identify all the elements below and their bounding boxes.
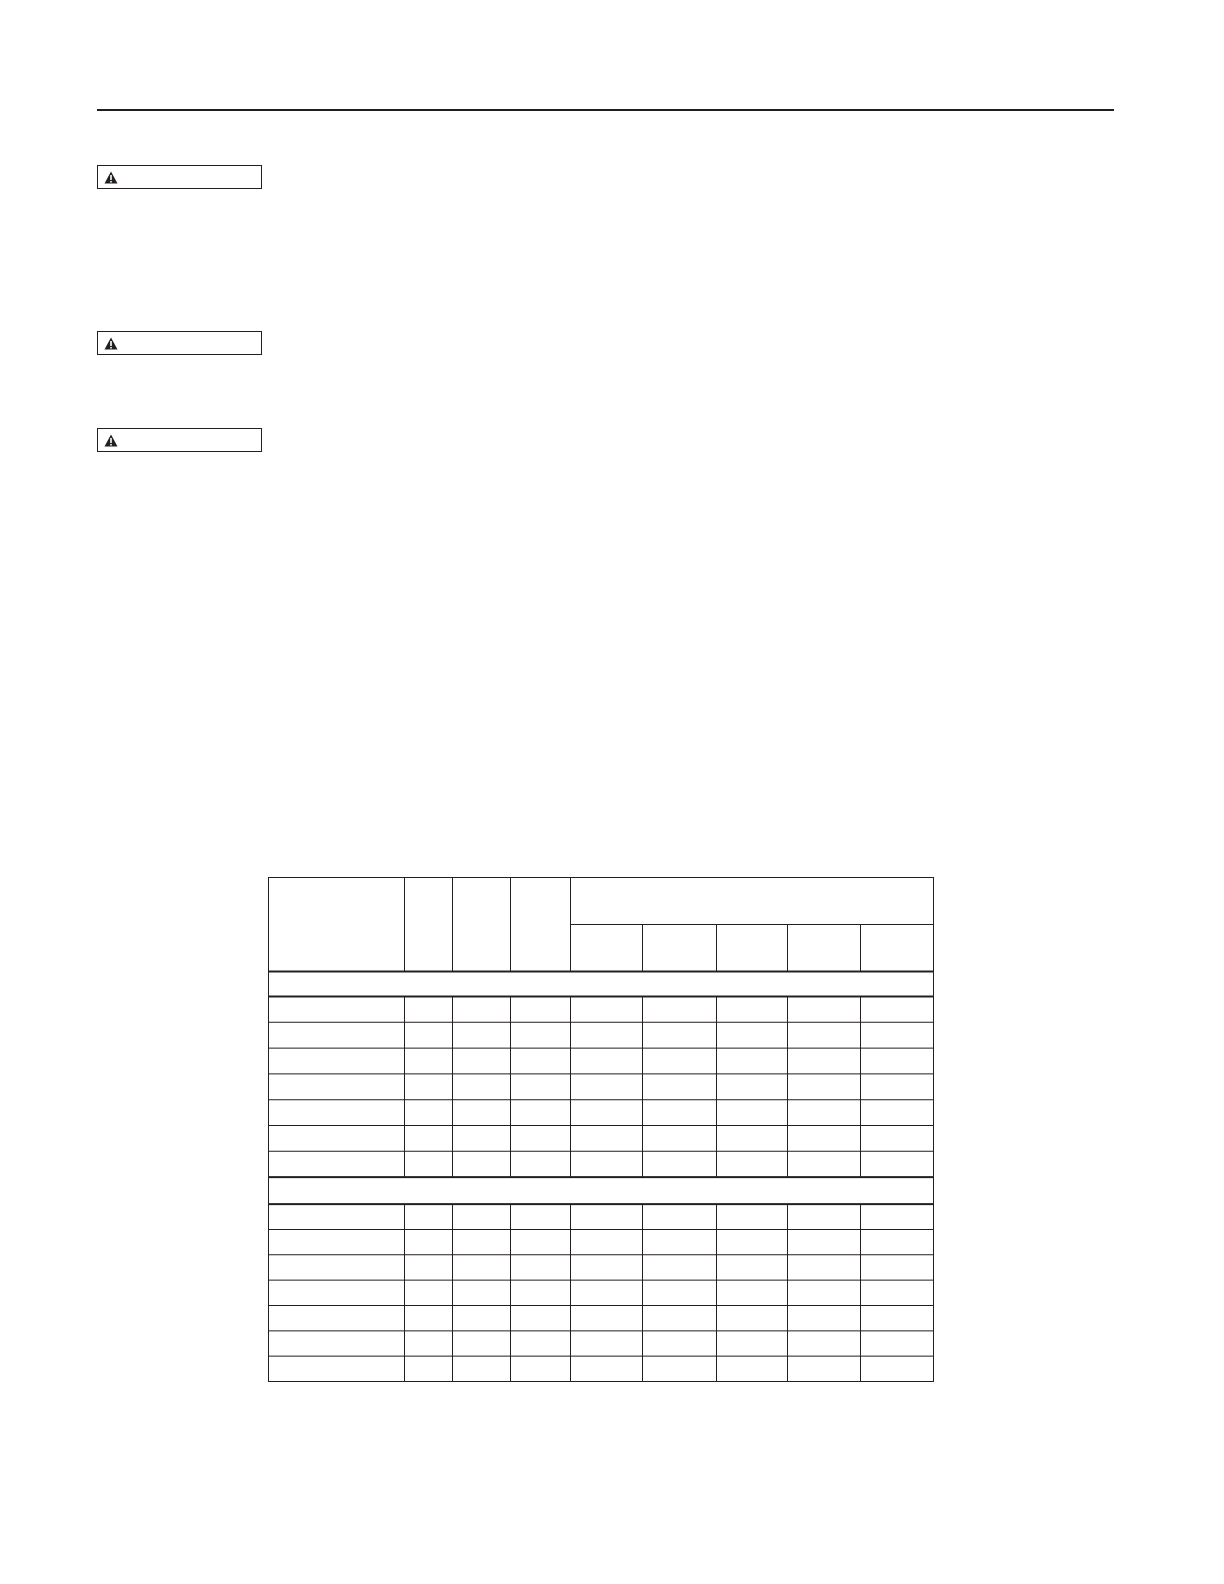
table-cell [860,1330,933,1355]
table-cell [510,1125,570,1151]
table-cell [404,1330,452,1355]
table-cell [642,1073,716,1099]
table-cell [787,1204,860,1229]
table-cell [642,1125,716,1151]
table-cell [716,1229,787,1254]
sub-header [570,924,642,971]
table-cell [787,1048,860,1074]
warning-triangle-icon [104,434,118,447]
table-cell [642,1330,716,1355]
table-cell [269,1125,404,1151]
table-cell [860,1073,933,1099]
table-cell [404,1151,452,1177]
table-cell [510,1099,570,1125]
table-cell [269,1151,404,1177]
column-header [510,878,570,971]
table-cell [787,1280,860,1305]
table-cell [860,1151,933,1177]
table-cell [404,1280,452,1305]
table-cell [269,1305,404,1330]
sub-header [860,924,933,971]
table-cell [642,1151,716,1177]
table-cell [787,1254,860,1279]
table-cell [570,1330,642,1355]
table-cell [860,1022,933,1048]
table-cell [570,1099,642,1125]
table-cell [716,1048,787,1074]
table-cell [787,1125,860,1151]
table-cell [860,1356,933,1381]
table-cell [642,1254,716,1279]
table-cell [404,1204,452,1229]
table-cell [510,1254,570,1279]
table-cell [269,1022,404,1048]
header-rule [97,109,1114,111]
table-cell [570,1151,642,1177]
table-cell [716,1305,787,1330]
sub-header [716,924,787,971]
table-cell [860,1305,933,1330]
table-cell [716,1073,787,1099]
table-cell [404,1305,452,1330]
warning-box [97,165,262,189]
table-cell [860,1125,933,1151]
table-cell [404,996,452,1022]
table-cell [642,1305,716,1330]
table-cell [452,1022,510,1048]
warning-box [97,428,262,452]
table-cell [570,1125,642,1151]
table-cell [860,996,933,1022]
table-cell [642,1356,716,1381]
table-cell [570,1305,642,1330]
table-cell [787,1073,860,1099]
table-cell [716,1330,787,1355]
table-cell [860,1048,933,1074]
table-cell [452,1229,510,1254]
section-title [269,971,933,996]
table-cell [570,1229,642,1254]
table-cell [404,1073,452,1099]
table-cell [860,1204,933,1229]
table-cell [787,1099,860,1125]
table-cell [510,996,570,1022]
table-cell [269,1099,404,1125]
table-cell [404,1099,452,1125]
table-cell [510,1280,570,1305]
table-cell [269,1356,404,1381]
table-cell [452,1099,510,1125]
table-cell [787,1151,860,1177]
table-cell [452,1330,510,1355]
table-cell [570,996,642,1022]
table-cell [510,1204,570,1229]
table-cell [716,1356,787,1381]
table-cell [510,1305,570,1330]
table-cell [404,1048,452,1074]
table-cell [404,1022,452,1048]
table-cell [860,1254,933,1279]
table-cell [404,1229,452,1254]
table-cell [642,996,716,1022]
warning-triangle-icon [104,337,118,350]
table-cell [570,1048,642,1074]
table-cell [452,1305,510,1330]
warning-triangle-icon [104,171,118,184]
table-cell [269,1048,404,1074]
table-cell [570,1204,642,1229]
table-cell [452,1073,510,1099]
table-cell [716,1204,787,1229]
table-cell [642,1204,716,1229]
table-cell [570,1022,642,1048]
table-cell [269,1073,404,1099]
table-cell [510,1356,570,1381]
table-cell [787,996,860,1022]
table-cell [452,1254,510,1279]
sub-header [787,924,860,971]
table-cell [452,1356,510,1381]
table-cell [860,1280,933,1305]
table-cell [510,1151,570,1177]
table-cell [570,1073,642,1099]
table-cell [570,1356,642,1381]
table-cell [269,1280,404,1305]
table-cell [510,1229,570,1254]
table-cell [452,1280,510,1305]
table-cell [716,1125,787,1151]
table-cell [642,1022,716,1048]
table-cell [642,1280,716,1305]
table-cell [570,1280,642,1305]
warning-box [97,331,262,355]
table-cell [716,996,787,1022]
table-cell [452,996,510,1022]
table-cell [642,1048,716,1074]
table-cell [269,1229,404,1254]
table-cell [404,1254,452,1279]
section-title [269,1177,933,1204]
table-cell [510,1048,570,1074]
table-cell [787,1022,860,1048]
column-header [404,878,452,971]
table-cell [452,1048,510,1074]
table-cell [642,1229,716,1254]
table-cell [404,1125,452,1151]
table-cell [716,1022,787,1048]
group-header [570,878,933,924]
table-cell [570,1254,642,1279]
table-cell [860,1229,933,1254]
table-cell [404,1356,452,1381]
table-cell [510,1022,570,1048]
table-cell [716,1151,787,1177]
table-cell [269,1204,404,1229]
table-cell [787,1229,860,1254]
spec-table [268,877,934,1382]
column-header [452,878,510,971]
sub-header [642,924,716,971]
table-cell [269,1330,404,1355]
table-cell [716,1099,787,1125]
table-cell [269,996,404,1022]
table-cell [269,1254,404,1279]
table-cell [452,1151,510,1177]
table-cell [787,1305,860,1330]
table-cell [510,1330,570,1355]
table-cell [787,1356,860,1381]
table-cell [716,1280,787,1305]
table-cell [510,1073,570,1099]
column-header [269,878,404,971]
table-cell [716,1254,787,1279]
table-cell [642,1099,716,1125]
table-cell [452,1125,510,1151]
table-cell [452,1204,510,1229]
table-cell [787,1330,860,1355]
table-cell [860,1099,933,1125]
